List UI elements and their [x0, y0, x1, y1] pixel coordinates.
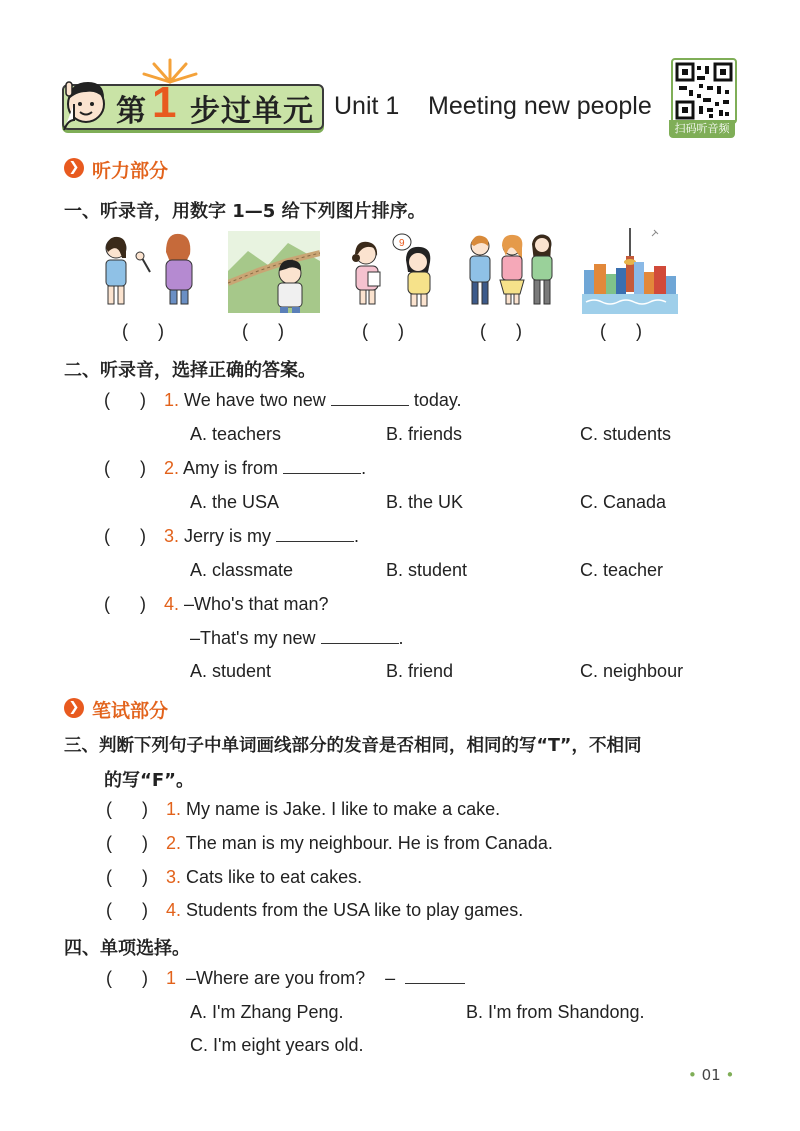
qr-code-label: 扫码听音频 [669, 120, 735, 138]
answer-paren[interactable]: ( ) [106, 900, 148, 920]
question-line-2 [190, 628, 404, 649]
option-c: C. I'm eight years old. [190, 1035, 364, 1055]
question-text: We have two new [184, 390, 326, 410]
question-text: –Who's that man? [184, 594, 329, 614]
section-title-listening: 听力部分 [92, 160, 169, 182]
option-a: A. student [190, 661, 272, 681]
question-number: 2. [164, 458, 180, 478]
answer-paren-picture-5[interactable]: ( ) [600, 321, 642, 341]
banner-suffix: 步过单元 [190, 94, 314, 129]
girl-and-woman-greeting-picture [96, 232, 206, 308]
question-number: 3. [164, 526, 180, 546]
judge-sentence: Students from the USA like to play games. [186, 900, 524, 920]
two-girls-talking-picture [350, 232, 440, 308]
question-text-after: . [398, 628, 404, 648]
question-text: Jerry is my [184, 526, 272, 546]
answer-paren-picture-4[interactable]: ( ) [480, 321, 522, 341]
svg-text:9: 9 [399, 238, 405, 249]
question-text-after: . [354, 526, 360, 546]
option-b: B. I'm from Shandong. [466, 1002, 645, 1022]
boy-mascot-icon [58, 70, 118, 134]
unit-label: Unit 1 [334, 92, 400, 120]
judge-item [166, 799, 500, 820]
question-number: 4. [166, 900, 182, 920]
option-b: B. student [386, 560, 468, 580]
boy-at-great-wall-picture [228, 231, 320, 313]
banner-step-number: 1 [152, 78, 177, 127]
judge-item [166, 867, 362, 888]
unit-title: Meeting new people [428, 92, 652, 120]
question-text-after: . [361, 458, 367, 478]
answer-paren[interactable]: ( ) [104, 594, 146, 614]
question-number: 1. [164, 390, 180, 410]
part4-title: 四、单项选择。 [64, 938, 190, 959]
option-c: C. Canada [580, 492, 667, 512]
judge-item [166, 900, 523, 921]
option-b: B. friend [386, 661, 454, 681]
question-text: Amy is from [183, 458, 279, 478]
answer-paren-picture-1[interactable]: ( ) [122, 321, 164, 341]
answer-paren-picture-3[interactable]: ( ) [362, 321, 404, 341]
question-text: –Where are you from? [186, 968, 366, 988]
answer-paren[interactable]: ( ) [104, 458, 146, 478]
fill-blank[interactable] [331, 404, 409, 406]
part3-title-line2: 的写“F”。 [104, 770, 194, 791]
question-line [164, 390, 462, 411]
answer-dash: – [385, 968, 396, 988]
answer-paren[interactable]: ( ) [106, 833, 148, 853]
option-a: A. I'm Zhang Peng. [190, 1002, 344, 1022]
part2-title: 二、听录音，选择正确的答案。 [64, 360, 316, 381]
option-c: C. students [580, 424, 672, 444]
answer-paren[interactable]: ( ) [106, 799, 148, 819]
answer-paren[interactable]: ( ) [104, 390, 146, 410]
question-number: 2. [166, 833, 182, 853]
option-a: A. classmate [190, 560, 294, 580]
judge-sentence: The man is my neighbour. He is from Canada. [185, 833, 553, 853]
question-number: 1 [166, 968, 177, 988]
answer-paren[interactable]: ( ) [106, 867, 148, 887]
play-icon: ❯ [64, 158, 84, 178]
question-number: 4. [164, 594, 180, 614]
qr-code-icon [675, 62, 733, 120]
page-number-text: 01 [701, 1066, 721, 1084]
fill-blank[interactable] [276, 540, 354, 542]
choice-question [166, 968, 465, 989]
question-line [164, 458, 366, 479]
answer-paren-picture-2[interactable]: ( ) [242, 321, 284, 341]
option-a: A. teachers [190, 424, 282, 444]
question-text-after: today. [413, 390, 462, 410]
question-text: –That's my new [190, 628, 316, 648]
answer-paren[interactable]: ( ) [104, 526, 146, 546]
city-skyline-picture [582, 226, 678, 316]
play-icon: ❯ [64, 698, 84, 718]
judge-sentence: My name is Jake. I like to make a cake. [186, 799, 501, 819]
judge-sentence: Cats like to eat cakes. [186, 867, 363, 887]
banner-prefix: 第 [116, 94, 146, 129]
option-a: A. the USA [190, 492, 280, 512]
option-b: B. friends [386, 424, 463, 444]
part3-title-line1: 三、判断下列句子中单词画线部分的发音是否相同，相同的写“T”，不相同 [64, 736, 642, 756]
fill-blank[interactable] [283, 472, 361, 474]
page-number: • 01 • [688, 1066, 735, 1084]
answer-paren[interactable]: ( ) [106, 968, 148, 988]
fill-blank[interactable] [321, 642, 399, 644]
qr-code[interactable] [671, 58, 737, 124]
section-title-writing: 笔试部分 [92, 700, 169, 722]
question-number: 3. [166, 867, 182, 887]
option-b: B. the UK [386, 492, 464, 512]
option-c: C. neighbour [580, 661, 684, 681]
three-kids-picture [464, 232, 556, 308]
question-line [164, 594, 329, 615]
part1-title: 一、听录音，用数字 1—5 给下列图片排序。 [64, 201, 426, 222]
judge-item [166, 833, 553, 854]
option-c: C. teacher [580, 560, 664, 580]
question-number: 1. [166, 799, 182, 819]
question-line [164, 526, 359, 547]
fill-blank[interactable] [405, 982, 465, 984]
